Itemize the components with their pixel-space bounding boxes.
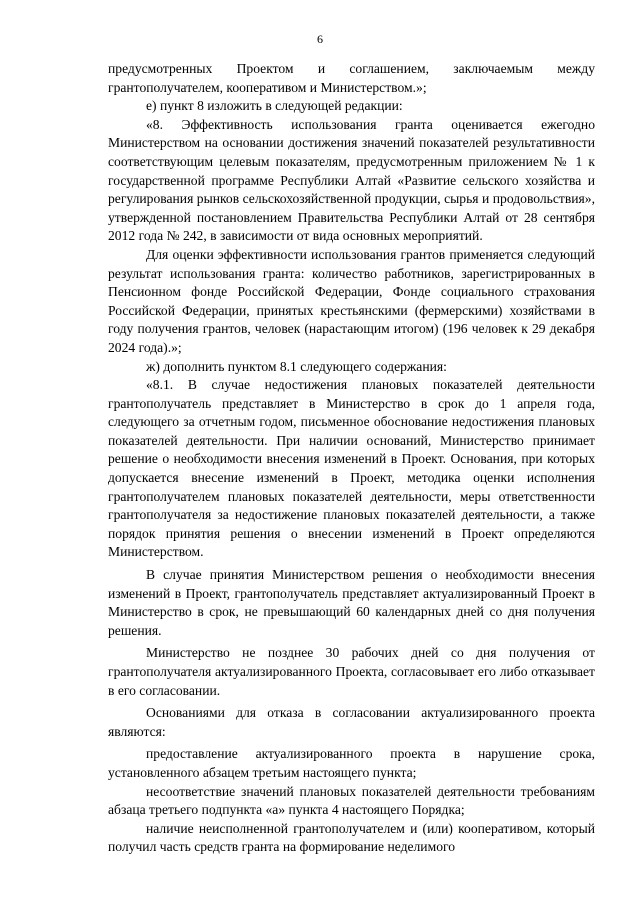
paragraph-point-8: «8. Эффективность использования гранта оценивается ежегодно Министерством на основании достижения значений показателей результативности соответствующим целевым показателям, предусмотренным приложением № 1 к государственной программе Республики Алтай «Развитие сельского хозяйства и регулирования рынков сельскохозяйственной продукции, сырья и продовольствия», утвержденной постановлением Правительства Республики Алтай от 28 сентября 2012 года № 242, в зависимости от вида основных мероприятий.	[108, 116, 595, 244]
paragraph-subitem-e: е) пункт 8 изложить в следующей редакции:	[146, 98, 403, 114]
paragraph-ground-unfulfilled: наличие неисполненной грантополучателем и (или) кооперативом, который получил часть средств гранта на формирование неделимого	[108, 820, 595, 855]
paragraph-continuation: предусмотренных Проектом и соглашением, заключаемым между грантополучателем, кооперативом и Министерством.»;	[108, 61, 595, 95]
paragraph-ministry-deadline: Министерство не позднее 30 рабочих дней со дня получения от грантополучателя актуализированного Проекта, согласовывает его либо отказывает в его согласовании.	[108, 645, 595, 698]
paragraph-ground-late-submission: предоставление актуализированного проекта в нарушение срока, установленного абзацем третьим настоящего пункта;	[108, 746, 595, 780]
paragraph-refusal-grounds: Основаниями для отказа в согласовании актуализированного проекта являются:	[108, 705, 595, 739]
document-body	[108, 60, 595, 857]
paragraph-project-update: В случае принятия Министерством решения о необходимости внесения изменений в Проект, грантополучатель представляет актуализированный Проект в Министерство в срок, не превышающий 60 календарных дней со дня получения решения.	[108, 567, 595, 638]
paragraph-subitem-zh: ж) дополнить пунктом 8.1 следующего содержания:	[146, 358, 447, 374]
paragraph-point-8-1: «8.1. В случае недостижения плановых показателей деятельности грантополучатель представляет в Министерство в срок до 1 апреля года, следующего за отчетным годом, письменное обоснование недостижения плановых показателей деятельности. При наличии оснований, Министерство принимает решение о необходимости внесения изменений в Проект. Основания, при которых допускается внесение изменений в Проект, методика оценки исполнения грантополучателем плановых показателей деятельности, меры ответственности грантополучателя за недостижение плановых показателей деятельности, а также порядок принятия решения о внесении изменений в Проект определяются Министерством.	[108, 377, 595, 560]
page-number: 6	[317, 32, 323, 46]
paragraph-ground-mismatch: несоответствие значений плановых показателей деятельности требованиям абзаца третьего подпункта «а» пункта 4 настоящего Порядка;	[108, 783, 595, 818]
paragraph-evaluation-result: Для оценки эффективности использования грантов применяется следующий результат использования гранта: количество работников, зарегистрированных в Пенсионном фонде Российской Федерации, Фонде социального страхования Российской Федерации, принятых крестьянскими (фермерскими) хозяйствами в году получения грантов, человек (нарастающим итогом) (196 человек к 29 декабря 2024 года).»;	[108, 246, 595, 355]
